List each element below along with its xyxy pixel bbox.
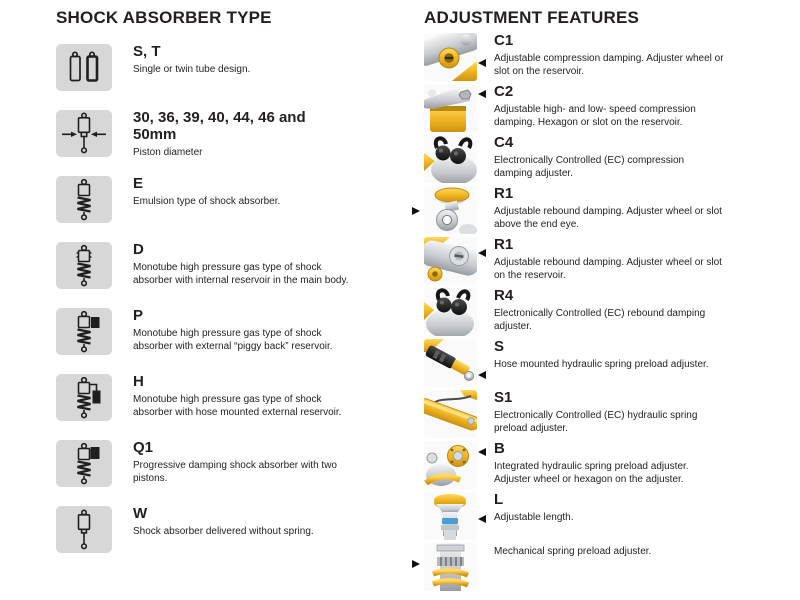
adjustment-feature-description: Electronically Controlled (EC) rebound damping adjuster. [494, 307, 706, 332]
adjustment-feature-description: Adjustable compression damping. Adjuster wheel or slot on the reservoir. [494, 52, 724, 77]
length-adjuster-photo [424, 492, 477, 540]
adjustment-feature-item [424, 441, 794, 489]
shock-type-code: Q1 [133, 439, 154, 456]
adjustment-feature-text [494, 339, 709, 387]
shock-type-item [56, 242, 376, 289]
pointer-arrow-icon [412, 560, 420, 568]
shock-type-text [133, 506, 314, 553]
shock-type-item [56, 308, 376, 355]
adjustment-feature-description: Adjustable high- and low- speed compression damping. Hexagon or slot on the reservoir. [494, 103, 696, 128]
hose-reservoir-shock-icon [56, 374, 112, 421]
compression-wheel-photo [424, 33, 477, 81]
shock-type-description: Monotube high pressure gas type of shock absorber with external “piggy back” reservoir. [133, 327, 333, 352]
adjustment-feature-item [424, 237, 794, 285]
shock-type-code: S, T [133, 43, 161, 60]
adjustment-feature-description: Adjustable rebound damping. Adjuster wheel or slot above the end eye. [494, 205, 722, 230]
shock-type-text [133, 242, 363, 289]
adjustment-feature-description: Integrated hydraulic spring preload adjuster. Adjuster wheel or hexagon on the adjuster. [494, 460, 689, 485]
pointer-arrow-icon [478, 249, 486, 257]
adjustment-feature-text [494, 543, 651, 591]
adjustment-feature-text [494, 441, 724, 489]
shock-type-code: P [133, 307, 144, 324]
adjustment-feature-item [424, 84, 794, 132]
shock-type-text [133, 44, 250, 91]
shock-type-code: W [133, 505, 148, 522]
pointer-arrow-icon [412, 207, 420, 215]
adjustment-feature-code: S1 [494, 389, 513, 406]
ec-preload-photo [424, 390, 477, 438]
adjustment-feature-code: R4 [494, 287, 514, 304]
shock-type-item [56, 176, 376, 223]
adjustment-feature-text [494, 390, 724, 438]
rebound-endeye-photo [424, 186, 477, 234]
ec-rebound-photo [424, 288, 477, 336]
adjustment-feature-description: Electronically Controlled (EC) compression damping adjuster. [494, 154, 685, 179]
shock-absorber-type-title: SHOCK ABSORBER TYPE [56, 8, 272, 27]
adjustment-feature-code: S [494, 338, 505, 355]
adjustment-feature-item [424, 33, 794, 81]
adjustment-feature-description: Adjustable rebound damping. Adjuster wheel or slot on the reservoir. [494, 256, 722, 281]
adjustment-feature-code: C4 [494, 134, 514, 151]
shock-type-description: Emulsion type of shock absorber. [133, 195, 281, 207]
adjustment-feature-text [494, 33, 724, 81]
twin-piston-shock-icon [56, 440, 112, 487]
adjustment-feature-item [424, 543, 794, 591]
shock-type-text [133, 176, 280, 223]
rebound-reservoir-photo [424, 237, 477, 285]
adjustment-feature-text [494, 186, 724, 234]
shock-type-code: D [133, 241, 144, 258]
adjustment-feature-item [424, 339, 794, 387]
shock-type-code: E [133, 175, 144, 192]
adjustment-feature-description: Adjustable length. [494, 511, 574, 523]
pointer-arrow-icon [478, 448, 486, 456]
adjustment-feature-code: C1 [494, 32, 514, 49]
pointer-arrow-icon [478, 90, 486, 98]
adjustment-feature-description: Mechanical spring preload adjuster. [494, 546, 652, 557]
adjustment-feature-code: R1 [494, 185, 514, 202]
shock-type-description: Monotube high pressure gas type of shock absorber with internal reservoir in the main body. [133, 261, 349, 286]
adjustment-feature-description: Electronically Controlled (EC) hydraulic spring preload adjuster. [494, 409, 698, 434]
adjustment-feature-item [424, 135, 794, 183]
shock-type-item [56, 374, 376, 421]
adjustment-feature-code: L [494, 491, 504, 508]
pointer-arrow-icon [478, 371, 486, 379]
adjustment-feature-description: Hose mounted hydraulic spring preload adjuster. [494, 358, 709, 370]
adjustment-feature-item [424, 186, 794, 234]
shock-type-description: Single or twin tube design. [133, 63, 251, 75]
shock-type-item [56, 440, 376, 487]
shock-type-list [56, 44, 376, 553]
internal-reservoir-shock-icon [56, 242, 112, 289]
adjustment-feature-code: R1 [494, 236, 514, 253]
no-spring-shock-icon [56, 506, 112, 553]
adjustment-feature-code: C2 [494, 83, 514, 100]
shock-type-description: Piston diameter [133, 146, 203, 158]
shock-type-description: Progressive damping shock absorber with two pistons. [133, 459, 337, 484]
shock-type-text [133, 440, 363, 487]
hose-preload-photo [424, 339, 477, 387]
adjustment-feature-code: B [494, 440, 505, 457]
adjustment-feature-text [494, 84, 724, 132]
twin-tube-icon [56, 44, 112, 91]
integrated-preload-photo [424, 441, 477, 489]
shock-type-item [56, 44, 376, 91]
shock-type-text [133, 308, 363, 355]
adjustment-features-title: ADJUSTMENT FEATURES [424, 8, 640, 27]
adjustment-feature-list [424, 33, 794, 591]
pointer-arrow-icon [478, 59, 486, 67]
adjustment-feature-text [494, 237, 724, 285]
pointer-arrow-icon [478, 515, 486, 523]
adjustment-features-section [424, 8, 794, 594]
adjustment-feature-text [494, 492, 574, 540]
shock-type-description: Monotube high pressure gas type of shock absorber with hose mounted external reservoir. [133, 393, 342, 418]
hi-lo-compression-photo [424, 84, 477, 132]
shock-type-code: H [133, 373, 144, 390]
piggyback-reservoir-shock-icon [56, 308, 112, 355]
piston-diameter-icon [56, 110, 112, 157]
emulsion-shock-icon [56, 176, 112, 223]
adjustment-feature-item [424, 492, 794, 540]
shock-type-description: Shock absorber delivered without spring. [133, 525, 314, 537]
shock-type-code: 30, 36, 39, 40, 44, 46 and 50mm [133, 109, 306, 143]
shock-type-item [56, 506, 376, 553]
ec-compression-photo [424, 135, 477, 183]
adjustment-feature-text [494, 288, 724, 336]
mechanical-preload-photo [424, 543, 477, 591]
adjustment-feature-item [424, 390, 794, 438]
adjustment-feature-item [424, 288, 794, 336]
shock-type-text [133, 374, 363, 421]
shock-type-text [133, 110, 313, 157]
shock-absorber-type-section [56, 8, 376, 572]
adjustment-feature-text [494, 135, 724, 183]
shock-type-item [56, 110, 376, 157]
